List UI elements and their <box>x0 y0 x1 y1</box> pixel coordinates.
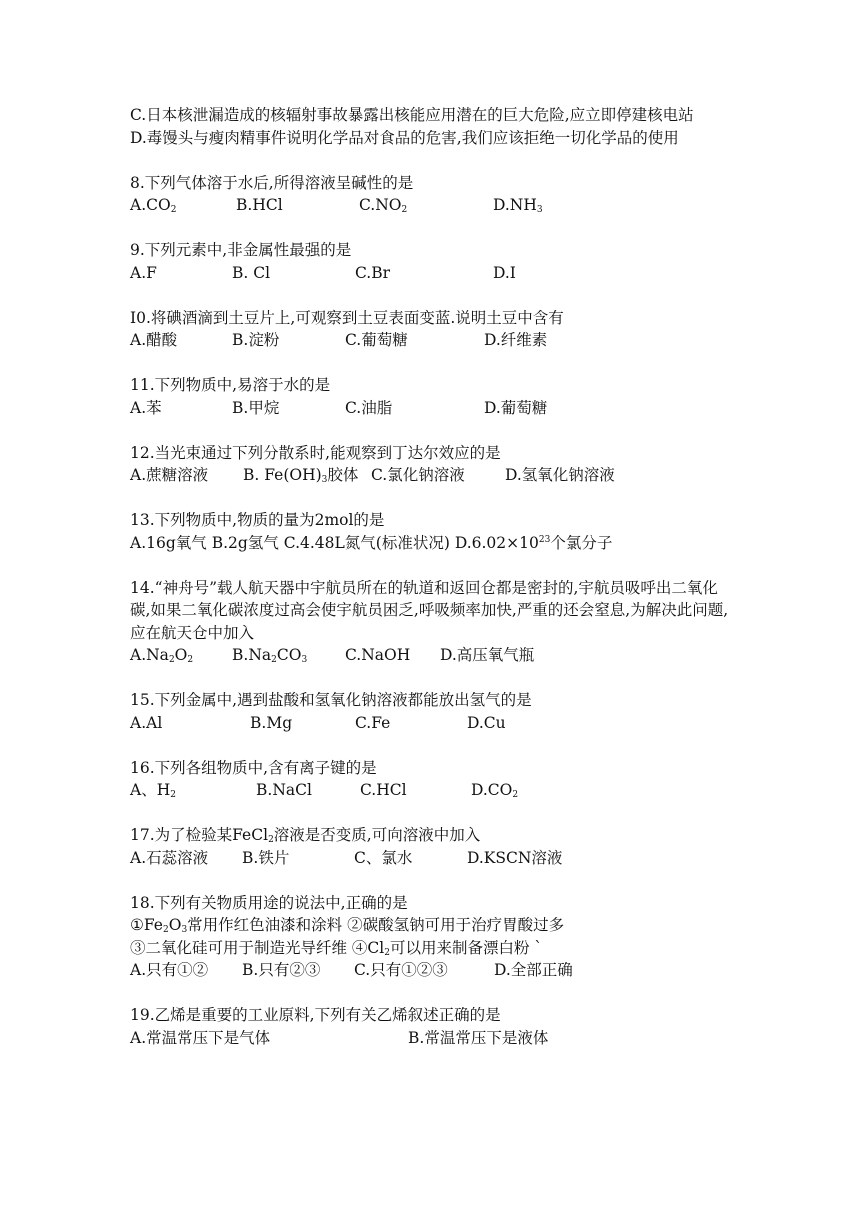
q17-options <box>130 847 735 870</box>
q12-options <box>130 464 735 487</box>
q11-option-a: A.苯 <box>130 398 162 417</box>
q15-stem: 15.下列金属中,遇到盐酸和氢氧化钠溶液都能放出氢气的是 <box>130 691 532 709</box>
q15-options <box>130 712 735 735</box>
q16-option-b: B.NaCl <box>256 781 312 799</box>
q19-stem: 19.乙烯是重要的工业原料,下列有关乙烯叙述正确的是 <box>130 1006 501 1024</box>
q18-option-b: B.只有②③ <box>242 961 321 979</box>
q15-option-c: C.Fe <box>355 713 391 732</box>
q13-option-b: B.2g氢气 <box>211 533 279 552</box>
q17-option-c: C、氯水 <box>354 848 413 867</box>
q14-options <box>130 644 735 667</box>
q8-stem: 8.下列气体溶于水后,所得溶液呈碱性的是 <box>130 173 414 192</box>
q16-stem: 16.下列各组物质中,含有离子键的是 <box>130 758 377 777</box>
q9-option-b: B. Cl <box>232 263 271 282</box>
q8-options <box>130 194 735 217</box>
q10-option-a: A.醋酸 <box>130 331 178 349</box>
q17-option-a: A.石蕊溶液 <box>130 848 209 867</box>
q19-options <box>130 1027 735 1050</box>
q8-option-a: $A.CO_2$ <box>130 196 177 215</box>
q18-statement-2: ③二氧化硅可用于制造光导纤维 $④Cl_2$可以用来制备漂白粉 ` <box>130 938 543 958</box>
q15-option-b: B.Mg <box>250 713 293 732</box>
q7-option-d: D.毒馒头与瘦肉精事件说明化学品对食品的危害,我们应该拒绝一切化学品的使用 <box>130 128 679 147</box>
q14-option-d: D.高压氧气瓶 <box>440 646 535 664</box>
q19-option-b: B.常温常压下是液体 <box>408 1028 549 1047</box>
q12-stem: 12.当光束通过下列分散系时,能观察到丁达尔效应的是 <box>130 443 501 462</box>
q17-option-b: B.铁片 <box>242 848 290 867</box>
question-page <box>130 104 735 1049</box>
q15-option-a: A.Al <box>130 713 163 732</box>
q13-stem: 13.下列物质中,物质的量为2mol的是 <box>130 511 385 529</box>
q11-option-c: C.油脂 <box>345 398 393 417</box>
q12-option-d: D.氢氧化钠溶液 <box>505 466 615 484</box>
q10-option-c: C.葡萄糖 <box>345 331 408 349</box>
q18-option-c: C.只有①②③ <box>354 961 448 979</box>
q13-option-d: $D.6.02\times 10^{23}$个氯分子 <box>454 533 613 552</box>
q19-option-a: A.常温常压下是气体 <box>130 1028 271 1047</box>
q8-option-c: $C.NO_2$ <box>359 196 408 215</box>
q12-option-c: C.氯化钠溶液 <box>371 466 465 484</box>
q11-option-b: B.甲烷 <box>232 398 280 417</box>
q8-option-b: B.HCl <box>236 196 283 214</box>
q18-stem: 18.下列有关物质用途的说法中,正确的是 <box>130 893 408 912</box>
q17-stem: 17.为了检验某FeCl$_2$溶液是否变质,可向溶液中加入 <box>130 826 481 845</box>
q17-option-d: D.KSCN溶液 <box>467 848 563 867</box>
q18-options <box>130 959 735 982</box>
q11-stem: 11.下列物质中,易溶于水的是 <box>130 376 331 394</box>
q18-option-d: D.全部正确 <box>494 961 573 979</box>
q16-option-d: $D.CO_2$ <box>471 781 519 800</box>
q10-option-d: D.纤维素 <box>484 331 548 349</box>
q13-options <box>130 532 735 555</box>
q14-stem: 14.“神舟号”载人航天器中宇航员所在的轨道和返回仓都是密封的,宇航员吸呼出二氧化碳,如果二氧化碳浓度过高会使宇航员困乏,呼吸频率加快,严重的还会窒息,为解决此问题,应在航天仓中加入 <box>130 578 729 642</box>
q9-option-a: A.F <box>130 263 157 282</box>
q9-option-c: C.Br <box>355 263 391 282</box>
q18-statement-1: $①Fe_2O_3$常用作红色油漆和涂料 ②碳酸氢钠可用于治疗胃酸过多 <box>130 916 565 935</box>
q7-option-c: C.日本核泄漏造成的核辐射事故暴露出核能应用潜在的巨大危险,应立即停建核电站 <box>130 106 694 124</box>
q10-options <box>130 329 735 352</box>
q16-option-c: C.HCl <box>360 781 407 799</box>
q14-option-a: $A.Na_2O_2$ <box>130 646 194 665</box>
q14-option-c: C.NaOH <box>345 646 411 664</box>
q9-options <box>130 262 735 285</box>
q9-stem: 9.下列元素中,非金属性最强的是 <box>130 241 352 259</box>
q12-option-b: B. $Fe(OH)_3$胶体 <box>243 466 359 485</box>
q10-option-b: B.淀粉 <box>232 331 280 349</box>
q9-option-d: D.I <box>493 263 516 282</box>
q12-option-a: A.蔗糖溶液 <box>130 466 209 484</box>
q16-option-a: A、$H_2$ <box>130 781 176 800</box>
q11-options <box>130 397 735 420</box>
q11-option-d: D.葡萄糖 <box>484 398 548 417</box>
q13-option-c: C.4.48L氮气(标准状况) <box>283 533 450 552</box>
q14-option-b: $B.Na_2CO_3$ <box>232 646 308 665</box>
q15-option-d: D.Cu <box>467 713 506 732</box>
q10-stem: I0.将碘酒滴到土豆片上,可观察到土豆表面变蓝.说明土豆中含有 <box>130 308 564 327</box>
q16-options <box>130 779 735 802</box>
q18-option-a: A.只有①② <box>130 961 209 979</box>
q8-option-d: $D.NH_3$ <box>493 196 543 215</box>
q13-option-a: A.16g氧气 <box>130 533 207 552</box>
